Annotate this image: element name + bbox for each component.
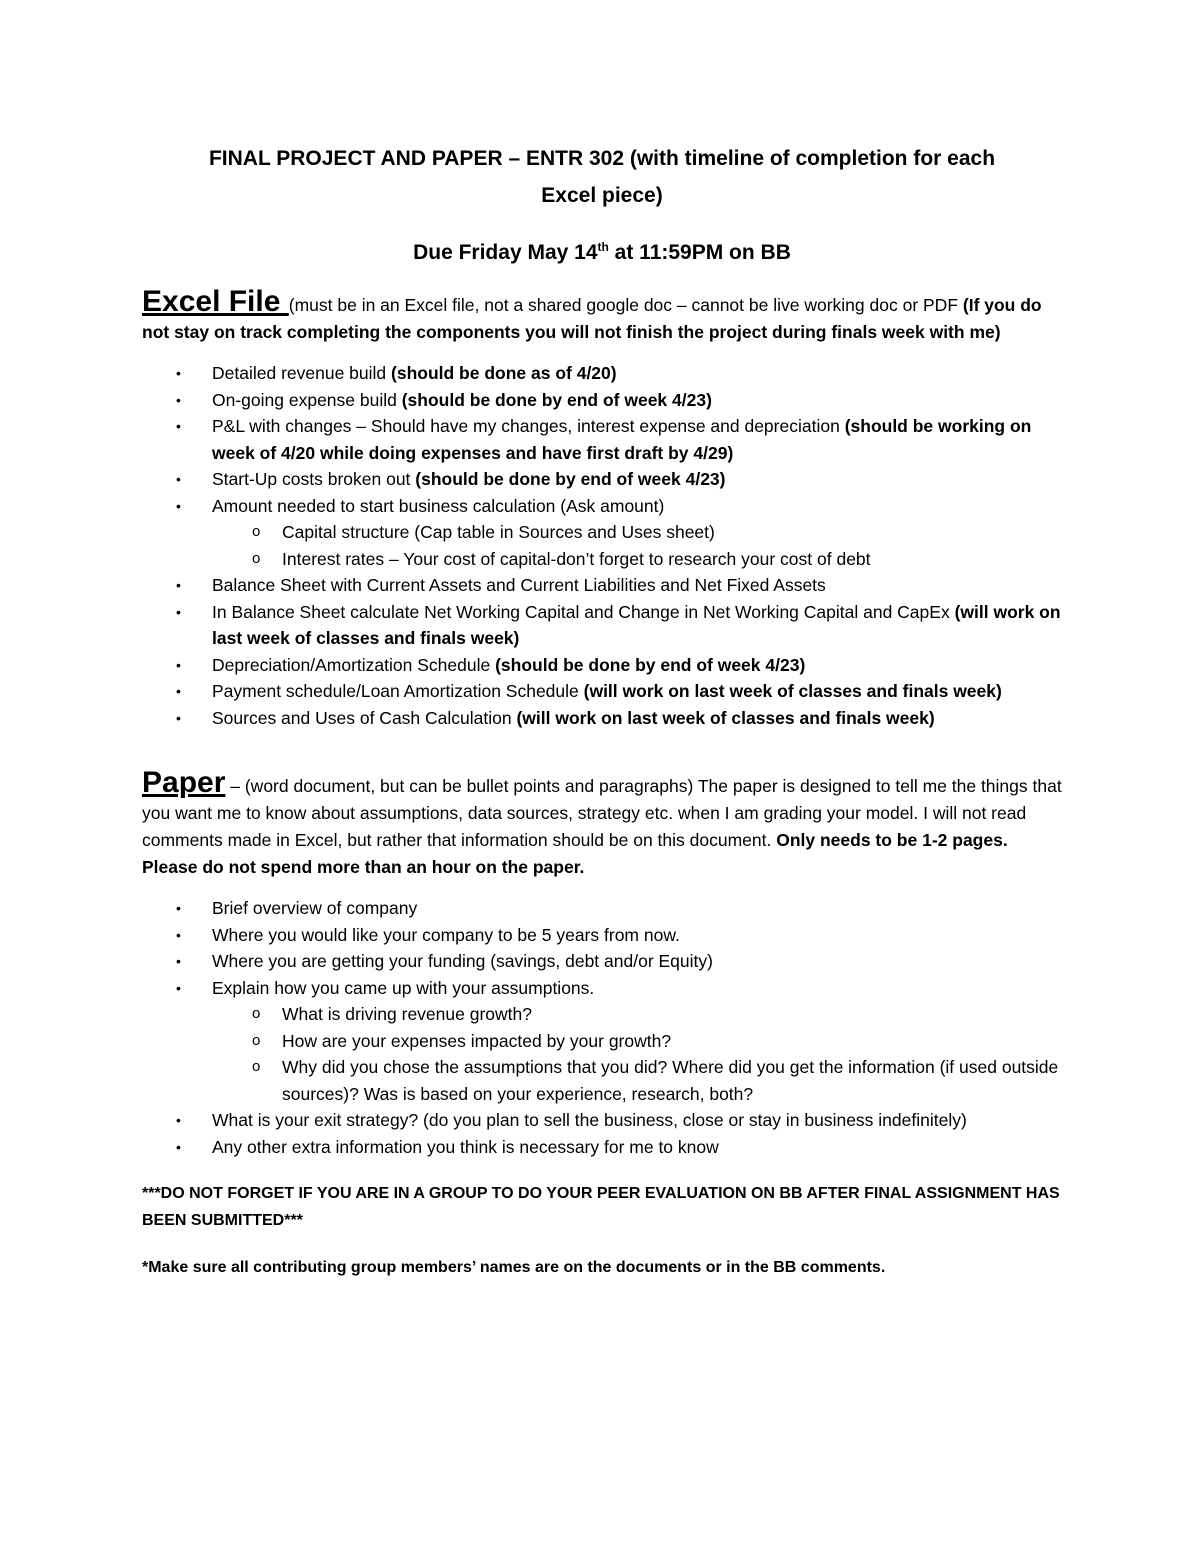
bullet-icon: • bbox=[176, 391, 181, 408]
list-item bbox=[142, 1134, 1062, 1161]
item-text: What is your exit strategy? (do you plan to sell the business, close or stay in business indefinitely) bbox=[212, 1110, 967, 1130]
sub-item-text: Capital structure (Cap table in Sources and Uses sheet) bbox=[282, 522, 715, 542]
list-item bbox=[142, 705, 1062, 732]
list-item bbox=[142, 360, 1062, 387]
sub-item-text: Why did you chose the assumptions that you did? Where did you get the information (if used outside sources)? Was is based on your experience, research, both? bbox=[282, 1057, 1059, 1104]
bullet-icon: • bbox=[176, 418, 181, 434]
list-item bbox=[142, 493, 1062, 573]
excel-intro-text: (must be in an Excel file, not a shared google doc – cannot be live working doc or PDF bbox=[288, 295, 963, 315]
list-item bbox=[142, 948, 1062, 975]
due-date-suffix: th bbox=[597, 240, 609, 254]
item-text: On-going expense build bbox=[212, 389, 402, 410]
bullet-icon: • bbox=[176, 471, 181, 487]
item-text: Detailed revenue build bbox=[212, 363, 392, 383]
bullet-icon: • bbox=[176, 577, 181, 593]
sub-item-text: How are your expenses impacted by your growth? bbox=[282, 1030, 672, 1051]
item-text: Brief overview of company bbox=[212, 898, 418, 918]
item-text: Any other extra information you think is necessary for me to know bbox=[212, 1136, 719, 1157]
sub-bullet-icon: o bbox=[252, 1031, 261, 1049]
paper-intro bbox=[142, 766, 1062, 881]
sub-bullet-icon: o bbox=[252, 1005, 261, 1022]
sub-bullet-icon: o bbox=[252, 523, 261, 540]
bullet-icon: • bbox=[176, 900, 181, 916]
document-title bbox=[142, 140, 1062, 214]
title-line-2: Excel piece) bbox=[541, 184, 663, 207]
sub-bullet-icon: o bbox=[252, 549, 261, 567]
sub-item-text: What is driving revenue growth? bbox=[282, 1004, 532, 1024]
item-text: Payment schedule/Loan Amortization Schedule bbox=[212, 681, 584, 701]
item-text: Where you would like your company to be 5 years from now. bbox=[212, 924, 680, 945]
peer-evaluation-note: ***DO NOT FORGET IF YOU ARE IN A GROUP TO DO YOUR PEER EVALUATION ON BB AFTER FINAL ASSIGNMENT HAS BEEN SUBMITTED*** bbox=[142, 1185, 1060, 1229]
item-text: Explain how you came up with your assumptions. bbox=[212, 977, 595, 998]
bullet-icon: • bbox=[176, 497, 181, 514]
list-item bbox=[142, 466, 1062, 493]
paper-intro-bold: Only needs to be 1-2 pages. Please do not spend more than an hour on the paper. bbox=[142, 830, 1008, 877]
excel-items bbox=[142, 360, 1062, 731]
item-text: P&L with changes – Should have my changes, interest expense and depreciation bbox=[212, 416, 845, 436]
due-date bbox=[142, 232, 1062, 268]
item-bold: (will work on last week of classes and finals week) bbox=[583, 681, 1002, 701]
bullet-icon: • bbox=[176, 1138, 181, 1155]
sub-list-item bbox=[142, 519, 1062, 546]
bullet-icon: • bbox=[176, 1112, 181, 1128]
list-item bbox=[142, 652, 1062, 679]
list-item bbox=[142, 413, 1062, 466]
list-item bbox=[142, 1107, 1062, 1134]
paper-intro-text: – (word document, but can be bullet points and paragraphs) The paper is designed to tell me the things that you want me to know about assumptions, data sources, strategy etc. when I am grading your model. I will not read comments made in Excel, but rather that information should be on this document. bbox=[142, 776, 1062, 850]
item-text: Balance Sheet with Current Assets and Current Liabilities and Net Fixed Assets bbox=[212, 575, 826, 595]
bullet-icon: • bbox=[176, 979, 181, 996]
bullet-icon: • bbox=[176, 953, 181, 969]
item-text: Where you are getting your funding (savings, debt and/or Equity) bbox=[212, 951, 713, 971]
bullet-icon: • bbox=[176, 365, 181, 381]
paper-items bbox=[142, 895, 1062, 1160]
list-item bbox=[142, 895, 1062, 922]
paper-heading: Paper bbox=[142, 766, 226, 799]
list-item bbox=[142, 572, 1062, 599]
excel-intro-bold: (If you do not stay on track completing the components you will not finish the project during finals week with me) bbox=[142, 295, 1042, 342]
list-item bbox=[142, 599, 1062, 652]
sub-list-item bbox=[142, 1028, 1062, 1055]
list-item bbox=[142, 975, 1062, 1108]
excel-section bbox=[142, 285, 1062, 731]
sub-list-item bbox=[142, 1001, 1062, 1028]
list-item bbox=[142, 678, 1062, 705]
item-bold: (should be done by end of week 4/23) bbox=[401, 389, 712, 410]
document-page bbox=[142, 0, 1062, 1281]
bullet-icon: • bbox=[176, 656, 181, 673]
item-text: Start-Up costs broken out bbox=[212, 469, 416, 489]
sub-bullet-icon: o bbox=[252, 1058, 261, 1075]
sub-list-item bbox=[142, 546, 1062, 573]
item-text: Depreciation/Amortization Schedule bbox=[212, 654, 496, 675]
excel-heading: Excel File bbox=[142, 285, 289, 318]
bullet-icon: • bbox=[176, 683, 181, 699]
list-item bbox=[142, 922, 1062, 949]
excel-intro bbox=[142, 285, 1062, 346]
bullet-icon: • bbox=[176, 603, 181, 620]
bullet-icon: • bbox=[176, 926, 181, 943]
paper-section bbox=[142, 766, 1062, 1160]
bullet-icon: • bbox=[176, 709, 181, 726]
sub-item-text: Interest rates – Your cost of capital-don’t forget to research your cost of debt bbox=[282, 548, 871, 569]
item-bold: (should be done by end of week 4/23) bbox=[495, 654, 806, 675]
due-date-text: Due Friday May 14 bbox=[413, 241, 598, 264]
item-bold: (will work on last week of classes and finals week) bbox=[212, 601, 1061, 648]
excel-sub-items bbox=[142, 519, 1062, 572]
paper-sub-items bbox=[142, 1001, 1062, 1107]
sub-list-item bbox=[142, 1054, 1062, 1107]
title-line-1: FINAL PROJECT AND PAPER – ENTR 302 (with timeline of completion for each bbox=[208, 147, 996, 170]
item-bold: (should be done by end of week 4/23) bbox=[415, 469, 726, 489]
item-bold: (should be done as of 4/20) bbox=[391, 363, 617, 383]
item-text: Sources and Uses of Cash Calculation bbox=[212, 707, 517, 728]
item-text: Amount needed to start business calculation (Ask amount) bbox=[212, 495, 665, 516]
item-bold: (should be working on week of 4/20 while doing expenses and have first draft by 4/29) bbox=[212, 416, 1032, 463]
list-item bbox=[142, 387, 1062, 414]
item-text: In Balance Sheet calculate Net Working Capital and Change in Net Working Capital and CapEx bbox=[212, 601, 955, 622]
due-date-time: at 11:59PM on BB bbox=[608, 241, 791, 264]
item-bold: (will work on last week of classes and finals week) bbox=[516, 707, 935, 728]
group-members-note: *Make sure all contributing group members’ names are on the documents or in the BB comments. bbox=[142, 1259, 886, 1276]
